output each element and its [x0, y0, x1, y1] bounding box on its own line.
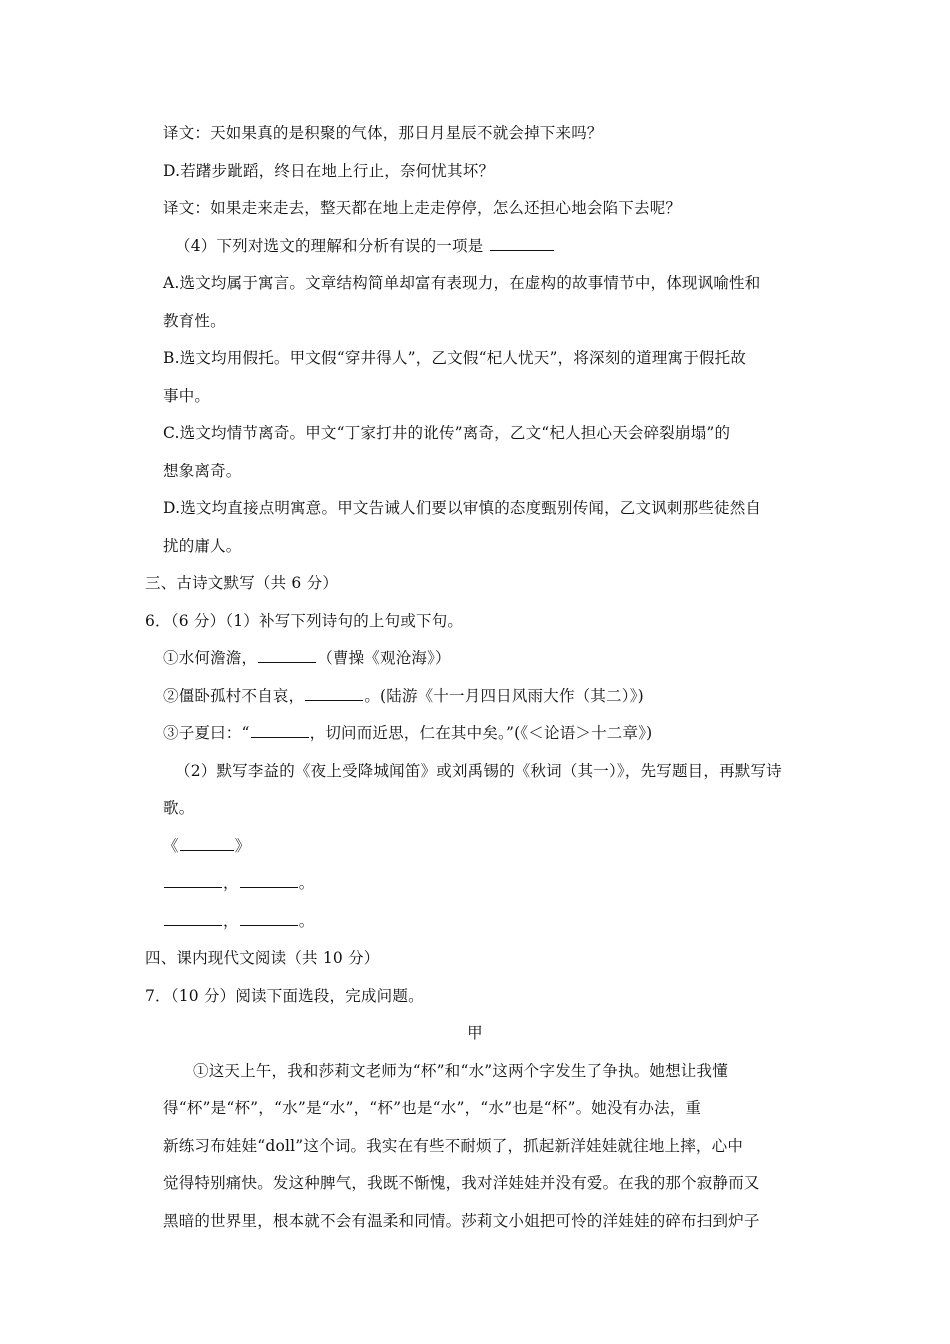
answer-blank[interactable] — [490, 236, 554, 251]
title-close-bracket: 》 — [234, 837, 251, 855]
q5-option-b-line1: B.选文均用假托。甲文假“穿井得人”，乙文假“杞人忧天”，将深刻的道理寓于假托故 — [163, 349, 747, 367]
answer-blank[interactable] — [164, 911, 222, 926]
q6-item-2-source: 。(陆游《十一月四日风雨大作（其二）》) — [364, 687, 644, 705]
q6-item-1-text: ①水何澹澹， — [163, 649, 258, 667]
title-open-bracket: 《 — [163, 837, 179, 855]
q6-poem-line-2 — [163, 911, 314, 931]
q5-option-a-line1: A.选文均属于寓言。文章结构简单却富有表现力，在虚构的故事情节中，体现讽喻性和 — [163, 274, 761, 292]
passage-line-5: 黑暗的世界里，根本就不会有温柔和同情。莎莉文小姐把可怜的洋娃娃的碎布扫到炉子 — [163, 1212, 760, 1230]
answer-blank[interactable] — [164, 873, 222, 888]
q5-option-d-line1: D.选文均直接点明寓意。甲文告诫人们要以审慎的态度甄别传闻，乙文讽刺那些徒然自 — [163, 499, 762, 517]
comma: ， — [223, 874, 239, 892]
answer-blank[interactable] — [258, 648, 316, 663]
passage-line-3: 新练习布娃娃“doll”这个词。我实在有些不耐烦了，抓起新洋娃娃就往地上摔，心中 — [163, 1137, 744, 1155]
q5-sub4-prompt — [175, 236, 555, 256]
q6-item-3 — [163, 723, 652, 743]
q6-poem-title — [163, 836, 250, 856]
q5-d-translation: 译文：如果走来走去，整天都在地上走走停停，怎么还担心地会陷下去呢？ — [163, 199, 682, 217]
q5-option-d-line2: 扰的庸人。 — [163, 537, 242, 555]
q5-option-b-line2: 事中。 — [163, 387, 211, 405]
comma: ， — [223, 912, 239, 930]
q5-c-translation: 译文：天如果真的是积聚的气体，那日月星辰不就会掉下来吗？ — [163, 124, 603, 142]
q5-option-c-line1: C.选文均情节离奇。甲文“丁家打井的讹传”离奇，乙文“杞人担心天会碎裂崩塌”的 — [163, 424, 731, 442]
q6-item-2-text: ②僵卧孤村不自哀， — [163, 687, 305, 705]
q5-sub4-text: （4）下列对选文的理解和分析有误的一项是 — [175, 237, 484, 255]
q5-option-d: D.若躇步跐蹈，终日在地上行止，奈何忧其坏？ — [163, 162, 495, 180]
q7-stem: 7．（10 分）阅读下面选段，完成问题。 — [145, 987, 424, 1005]
passage-title: 甲 — [467, 1024, 483, 1042]
answer-blank[interactable] — [251, 723, 309, 738]
q6-item-1 — [163, 648, 451, 668]
q6-item-1-source: （曹操《观沧海》） — [317, 649, 451, 667]
passage-line-4: 觉得特别痛快。发这种脾气，我既不惭愧，我对洋娃娃并没有爱。在我的那个寂静而又 — [163, 1174, 760, 1192]
passage-line-1: ①这天上午，我和莎莉文老师为“杯”和“水”这两个字发生了争执。她想让我懂 — [193, 1062, 728, 1080]
q6-item-3-text: ③子夏曰：“ — [163, 724, 250, 742]
q5-option-c-line2: 想象离奇。 — [163, 462, 242, 480]
q6-stem: 6．（6 分）（1）补写下列诗句的上句或下句。 — [145, 612, 464, 630]
answer-blank[interactable] — [240, 911, 298, 926]
period: 。 — [298, 874, 315, 892]
answer-blank[interactable] — [240, 873, 298, 888]
answer-blank[interactable] — [180, 836, 234, 851]
q6-item-2 — [163, 686, 644, 706]
section-3-heading: 三、古诗文默写（共 6 分） — [145, 574, 339, 592]
section-4-heading: 四、课内现代文阅读（共 10 分） — [145, 949, 380, 967]
passage-line-2: 得“杯”是“杯”，“水”是“水”，“杯”也是“水”，“水”也是“杯”。她没有办法，重 — [163, 1099, 702, 1117]
period: 。 — [298, 912, 315, 930]
q6-sub2-line1: （2）默写李益的《夜上受降城闻笛》或刘禹锡的《秋词（其一）》，先写题目，再默写诗 — [175, 762, 782, 780]
q6-sub2-line2: 歌。 — [163, 799, 195, 817]
q5-option-a-line2: 教育性。 — [163, 312, 226, 330]
q6-poem-line-1 — [163, 873, 314, 893]
q6-item-3-source: ，切问而近思，仁在其中矣。”(《＜论语＞十二章》) — [309, 724, 653, 742]
answer-blank[interactable] — [305, 686, 363, 701]
